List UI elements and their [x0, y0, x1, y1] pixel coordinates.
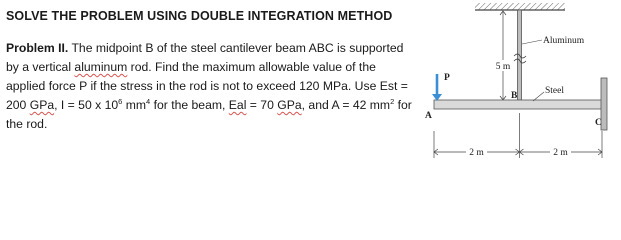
- problem-text-2: rod. Find the maximum allowable value of the applied force P if the stress in the rod is not to exceed 120 MPa. Use Est = 200: [6, 60, 408, 112]
- problem-text-5: for the beam,: [150, 98, 229, 112]
- exponent-6: 6: [118, 97, 123, 106]
- ceiling-support-hatch: [475, 3, 565, 10]
- problem-text: [6, 39, 416, 134]
- aluminum-label: Aluminum: [543, 36, 585, 46]
- problem-text-6: = 70: [246, 98, 278, 112]
- steel-label: Steel: [545, 86, 564, 96]
- word-eal: Eal: [228, 98, 247, 112]
- word-gpa-1: GPa: [29, 98, 55, 112]
- fixed-wall: [601, 78, 607, 130]
- beam-diagram: [420, 0, 621, 160]
- rod-length-label: 5 m: [495, 62, 511, 72]
- point-c-label: C: [595, 118, 602, 128]
- problem-text-7: , and A = 42 mm: [301, 98, 391, 112]
- point-b-label: B: [511, 91, 518, 101]
- dim-left-label: 2 m: [469, 148, 484, 158]
- word-aluminum: aluminum: [74, 60, 128, 74]
- exponent-2: 2: [390, 97, 395, 106]
- problem-text-8: for the rod.: [6, 98, 412, 131]
- point-a-label: A: [425, 111, 432, 121]
- problem-text-3: , I = 50 x 10: [54, 98, 119, 112]
- force-label-p: P: [444, 73, 450, 83]
- aluminum-leader: [522, 40, 542, 44]
- problem-text-1: The midpoint B of the steel cantilever beam ABC is supported by a vertical: [6, 41, 404, 74]
- word-gpa-2: GPa: [277, 98, 302, 112]
- problem-text-4: mm: [122, 98, 147, 112]
- dim-right-label: 2 m: [553, 148, 568, 158]
- problem-label: Problem II.: [6, 41, 69, 55]
- steel-beam: [434, 100, 602, 109]
- exponent-4: 4: [146, 97, 151, 106]
- page-heading: SOLVE THE PROBLEM USING DOUBLE INTEGRATION METHOD: [6, 9, 393, 23]
- beam-figure: [420, 0, 621, 160]
